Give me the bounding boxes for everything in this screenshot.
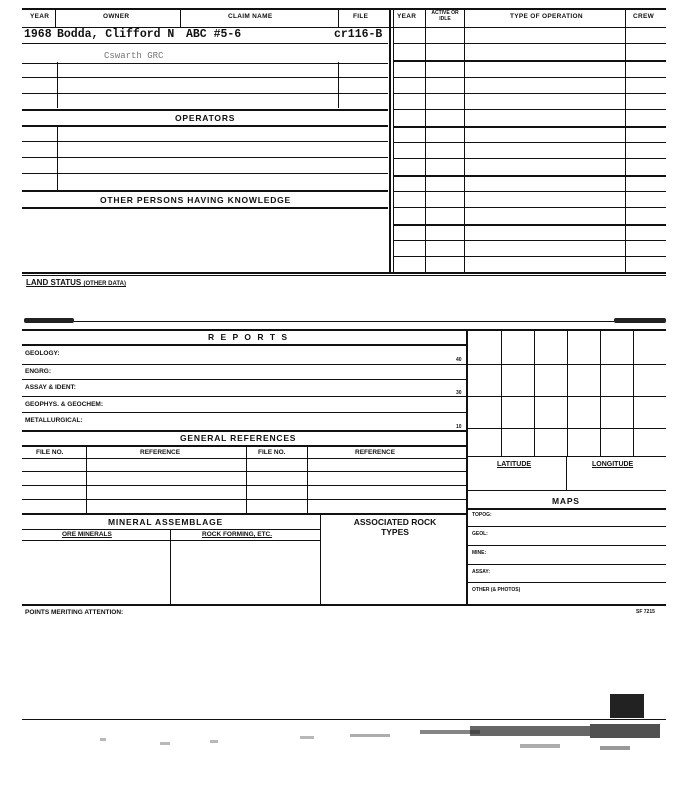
col-crew-header: CREW: [633, 13, 655, 20]
row-line: [22, 141, 388, 142]
divider: [625, 9, 626, 273]
section-rule: [22, 604, 666, 606]
row-line: [22, 125, 388, 127]
section-rule: [74, 321, 614, 322]
grid-line: [566, 456, 567, 490]
col-claim-name-header: CLAIM NAME: [228, 13, 273, 20]
rock-forming-header: ROCK FORMING, ETC.: [202, 531, 273, 538]
grid-line: [633, 330, 634, 456]
row-line: [22, 157, 388, 158]
col-year-header: YEAR: [30, 13, 50, 20]
map-other-label: OTHER (& PHOTOS): [472, 587, 521, 593]
faint-entry: Cswarth GRC: [104, 51, 164, 61]
row-line: [393, 240, 666, 241]
row-line: [22, 63, 388, 64]
row-line: [393, 43, 666, 44]
row-line: [467, 490, 666, 491]
land-status-label: [26, 278, 126, 287]
row-line: [22, 430, 466, 432]
ref-reference-header-2: REFERENCE: [355, 449, 396, 456]
row-line: [22, 109, 388, 111]
map-assay-label: ASSAY:: [472, 569, 491, 575]
row-line: [393, 256, 666, 257]
row-line: [393, 191, 666, 192]
grid-line: [467, 456, 666, 457]
row-line: [22, 43, 388, 44]
associated-rock-types-title: ASSOCIATED ROCK TYPES: [353, 517, 437, 537]
row-line: [22, 396, 466, 397]
row-line: [393, 207, 666, 208]
points-meriting-attention-label: POINTS MERITING ATTENTION:: [25, 609, 124, 616]
reports-title: R E P O R T S: [208, 332, 290, 342]
mineral-assemblage-title: MINERAL ASSEMBLAGE: [108, 517, 223, 527]
row-line: [393, 77, 666, 78]
divider: [425, 9, 426, 273]
col-year-right-header: YEAR: [397, 13, 417, 20]
main-divider: [393, 8, 394, 273]
section-rule: [22, 275, 666, 276]
divider: [55, 9, 56, 27]
entry-owner: Bodda, Clifford N: [57, 28, 175, 41]
scan-noise: [0, 720, 678, 780]
report-assay-num: 30: [456, 390, 462, 396]
entry-file: cr116-B: [334, 28, 383, 41]
row-line: [22, 458, 466, 459]
report-metallurgical-num: 10: [456, 424, 462, 430]
row-line: [393, 175, 666, 177]
section-rule: [22, 329, 666, 331]
row-line: [393, 142, 666, 143]
longitude-label: LONGITUDE: [592, 461, 634, 468]
binder-tab-left: [24, 318, 74, 323]
row-line: [22, 412, 466, 413]
report-engrg-label: ENGRG:: [25, 368, 51, 375]
other-persons-title: OTHER PERSONS HAVING KNOWLEDGE: [100, 195, 292, 205]
report-assay-label: ASSAY & IDENT:: [25, 384, 76, 391]
report-metallurgical-label: METALLURGICAL:: [25, 417, 83, 424]
row-line: [22, 513, 466, 515]
row-line: [22, 379, 466, 380]
row-line: [22, 485, 466, 486]
map-topog-label: TOPOG:: [472, 512, 492, 518]
col-type-operation-header: TYPE OF OPERATION: [510, 13, 583, 20]
col-active-idle-header: ACTIVE OR IDLE: [431, 10, 459, 22]
land-status-subtitle: (OTHER DATA): [83, 281, 126, 287]
registration-mark: [610, 694, 644, 718]
row-line: [467, 526, 666, 527]
maps-title: MAPS: [552, 496, 580, 506]
divider: [464, 9, 465, 273]
entry-year: 1968: [24, 28, 52, 41]
row-line: [467, 564, 666, 565]
grid-line: [467, 364, 666, 365]
row-line: [22, 445, 466, 447]
row-line: [22, 529, 320, 530]
land-status-title: LAND STATUS: [26, 278, 82, 287]
row-line: [22, 471, 466, 472]
row-line: [22, 190, 388, 192]
divider: [170, 530, 171, 604]
main-divider: [389, 8, 391, 273]
divider: [307, 446, 308, 513]
section-rule: [22, 272, 666, 274]
row-line: [393, 224, 666, 226]
row-line: [22, 77, 388, 78]
top-border: [22, 8, 666, 10]
grid-line: [600, 330, 601, 456]
report-geophys-label: GEOPHYS. & GEOCHEM:: [25, 401, 104, 408]
main-divider: [466, 329, 468, 604]
row-line: [393, 109, 666, 110]
report-geology-label: GEOLOGY:: [25, 350, 60, 357]
map-geol-label: GEOL:: [472, 531, 488, 537]
entry-claim-name: ABC #5-6: [186, 28, 242, 41]
row-line: [393, 93, 666, 94]
form-number: SF 7215: [636, 609, 655, 615]
row-line: [467, 582, 666, 583]
divider: [320, 514, 321, 604]
row-line: [393, 60, 666, 62]
divider: [86, 446, 87, 513]
general-references-title: GENERAL REFERENCES: [180, 433, 297, 443]
ore-minerals-header: ORE MINERALS: [62, 531, 112, 538]
grid-line: [467, 396, 666, 397]
row-line: [22, 173, 388, 174]
row-line: [22, 364, 466, 365]
row-line: [22, 499, 466, 500]
grid-line: [501, 330, 502, 456]
row-line: [467, 545, 666, 546]
report-geology-num: 40: [456, 357, 462, 363]
binder-tab-right: [614, 318, 666, 323]
row-line: [22, 344, 466, 346]
ref-file-no-header-2: FILE NO.: [258, 449, 286, 456]
divider: [57, 62, 58, 108]
divider: [338, 9, 339, 27]
map-mine-label: MINE:: [472, 550, 487, 556]
col-owner-header: OWNER: [103, 13, 130, 20]
divider: [246, 446, 247, 513]
operators-title: OPERATORS: [175, 113, 236, 123]
divider: [57, 126, 58, 190]
col-file-header: FILE: [353, 13, 369, 20]
grid-line: [567, 330, 568, 456]
divider: [338, 62, 339, 108]
grid-line: [534, 330, 535, 456]
grid-line: [467, 428, 666, 429]
row-line: [22, 540, 320, 541]
ref-reference-header: REFERENCE: [140, 449, 181, 456]
row-line: [393, 158, 666, 159]
row-line: [22, 207, 388, 209]
latitude-label: LATITUDE: [497, 461, 532, 468]
ref-file-no-header: FILE NO.: [36, 449, 64, 456]
row-line: [22, 93, 388, 94]
row-line: [393, 126, 666, 128]
divider: [180, 9, 181, 27]
row-line: [467, 508, 666, 510]
